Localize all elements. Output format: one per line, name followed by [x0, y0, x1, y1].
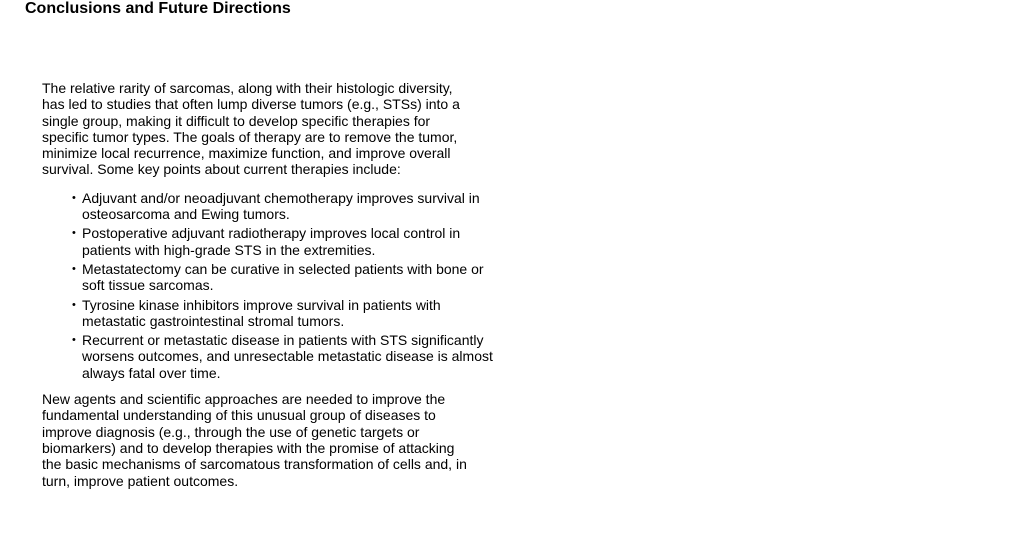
intro-line: minimize local recurrence, maximize function, and improve overall	[42, 145, 451, 162]
bullet-line: worsens outcomes, and unresectable metastatic disease is almost	[82, 348, 493, 365]
bullet-line: • Metastatectomy can be curative in selected patients with bone or	[82, 260, 484, 277]
bullet-line: • Recurrent or metastatic disease in patients with STS significantly	[82, 332, 484, 349]
bullet-item	[72, 225, 512, 258]
bullet-line: • Tyrosine kinase inhibitors improve survival in patients with	[82, 296, 441, 313]
intro-line: survival. Some key points about current therapies include:	[42, 161, 401, 178]
bullet-line: • Adjuvant and/or neoadjuvant chemotherapy improves survival in	[82, 189, 480, 206]
bullet-line: patients with high-grade STS in the extremities.	[82, 241, 376, 258]
bullet-item	[72, 190, 512, 223]
key-points-list	[42, 190, 512, 381]
bullet-item	[72, 297, 512, 330]
closing-line: the basic mechanisms of sarcomatous transformation of cells and, in	[42, 456, 467, 473]
bullet-line: always fatal over time.	[82, 364, 221, 381]
closing-line: biomarkers) and to develop therapies with the promise of attacking	[42, 439, 455, 456]
body-content	[42, 80, 512, 489]
closing-line: improve diagnosis (e.g., through the use of genetic targets or	[42, 423, 420, 440]
intro-line: specific tumor types. The goals of therapy are to remove the tumor,	[42, 128, 458, 145]
intro-line: single group, making it difficult to develop specific therapies for	[42, 112, 431, 129]
closing-line: fundamental understanding of this unusual group of diseases to	[42, 407, 436, 424]
bullet-line: metastatic gastrointestinal stromal tumors.	[82, 312, 345, 329]
bullet-line: soft tissue sarcomas.	[82, 277, 214, 294]
closing-line: turn, improve patient outcomes.	[42, 472, 239, 489]
closing-paragraph	[42, 391, 512, 489]
bullet-item	[72, 332, 512, 381]
intro-line: has led to studies that often lump diverse tumors (e.g., STSs) into a	[42, 96, 460, 113]
closing-line: New agents and scientific approaches are needed to improve the	[42, 391, 446, 408]
bullet-line: • Postoperative adjuvant radiotherapy improves local control in	[82, 225, 461, 242]
bullet-item	[72, 261, 512, 294]
intro-paragraph	[42, 80, 512, 178]
bullet-line: osteosarcoma and Ewing tumors.	[82, 206, 290, 223]
page-title: Conclusions and Future Directions	[25, 0, 291, 17]
intro-line: The relative rarity of sarcomas, along with their histologic diversity,	[42, 80, 453, 96]
